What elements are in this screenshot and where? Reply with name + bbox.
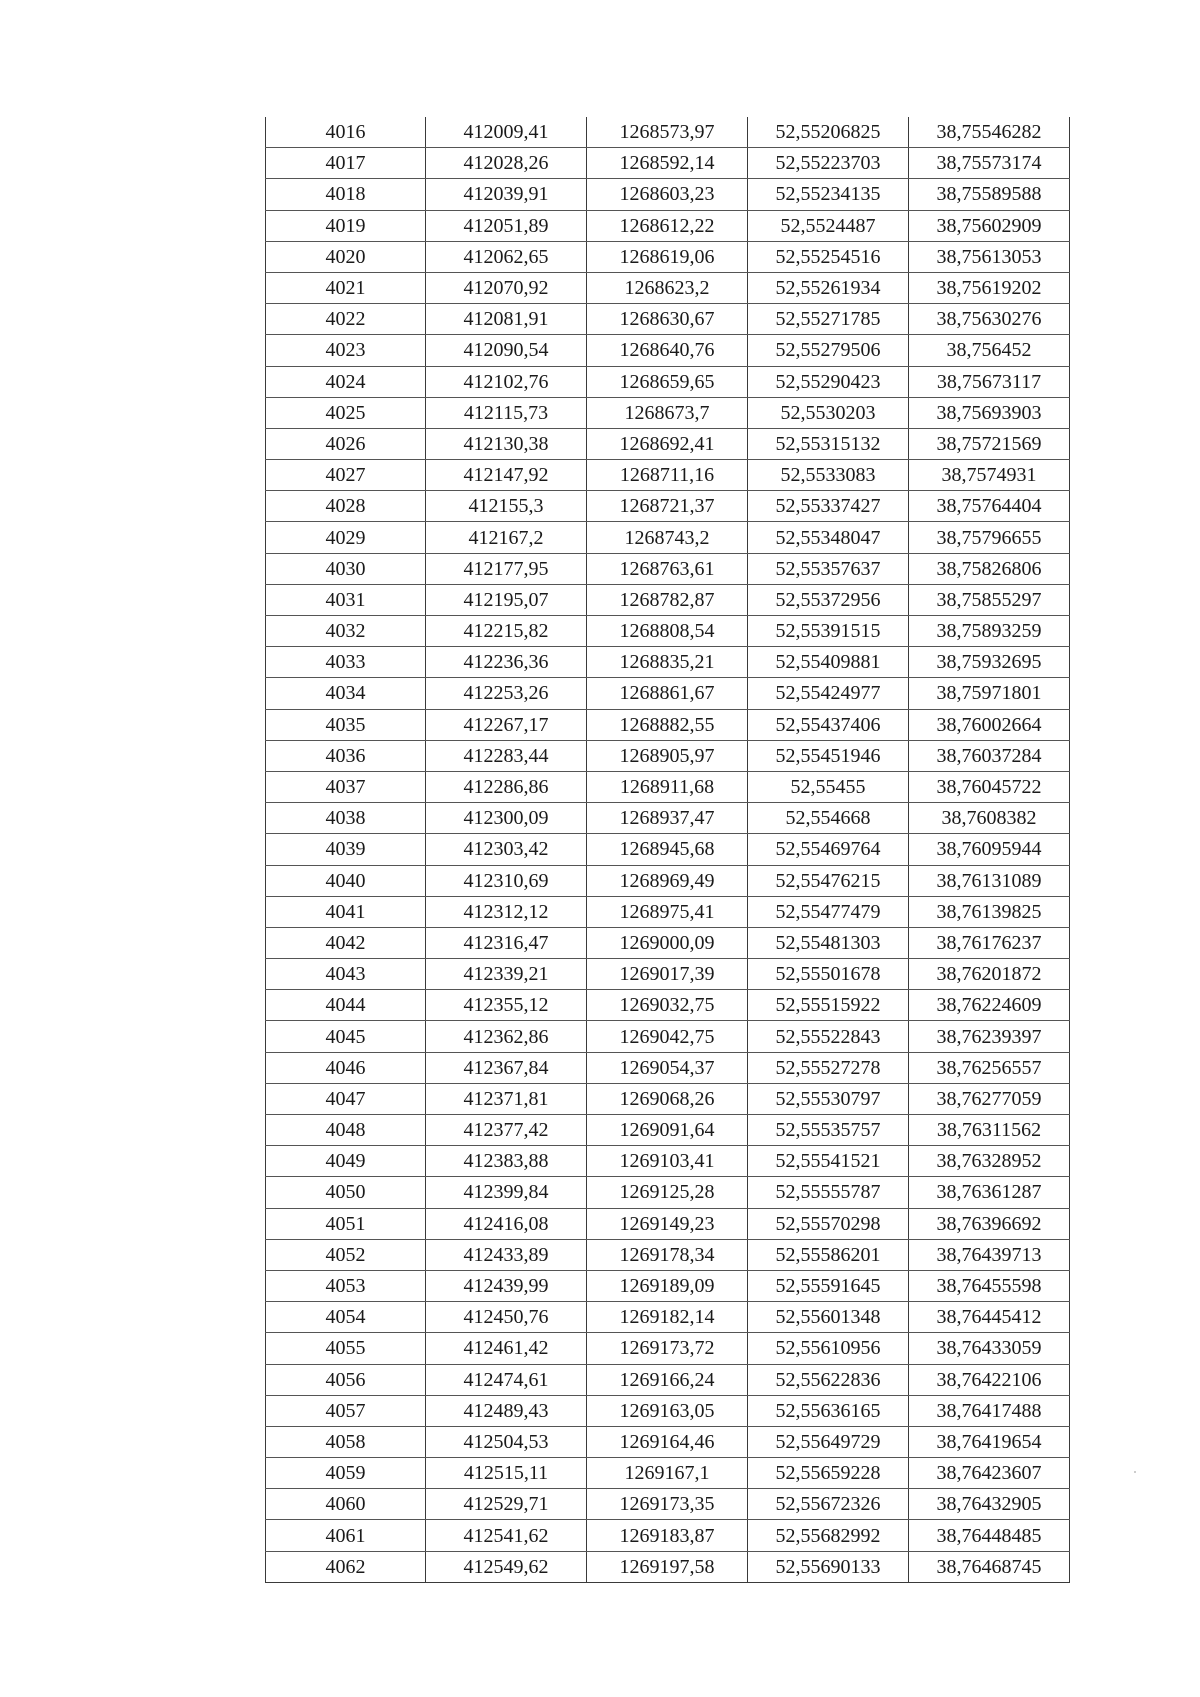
table-row (266, 990, 1070, 1021)
latitude-cell: 52,55555787 (748, 1177, 909, 1208)
longitude-cell: 38,76396692 (909, 1208, 1070, 1239)
x-coordinate-cell: 412367,84 (426, 1052, 587, 1083)
longitude-cell: 38,76002664 (909, 709, 1070, 740)
table-row (266, 927, 1070, 958)
x-coordinate-cell: 412167,2 (426, 522, 587, 553)
latitude-cell: 52,55601348 (748, 1302, 909, 1333)
longitude-cell: 38,76256557 (909, 1052, 1070, 1083)
x-coordinate-cell: 412399,84 (426, 1177, 587, 1208)
y-coordinate-cell: 1268619,06 (587, 241, 748, 272)
latitude-cell: 52,55622836 (748, 1364, 909, 1395)
table-row (266, 304, 1070, 335)
point-number-cell: 4058 (266, 1426, 426, 1457)
x-coordinate-cell: 412051,89 (426, 210, 587, 241)
longitude-cell: 38,75764404 (909, 491, 1070, 522)
point-number-cell: 4042 (266, 927, 426, 958)
longitude-cell: 38,76037284 (909, 740, 1070, 771)
x-coordinate-cell: 412312,12 (426, 896, 587, 927)
table-row (266, 740, 1070, 771)
table-row (266, 1458, 1070, 1489)
x-coordinate-cell: 412195,07 (426, 584, 587, 615)
y-coordinate-cell: 1269183,87 (587, 1520, 748, 1551)
longitude-cell: 38,76419654 (909, 1426, 1070, 1457)
table-row (266, 896, 1070, 927)
latitude-cell: 52,55535757 (748, 1115, 909, 1146)
table-row (266, 335, 1070, 366)
table-row (266, 522, 1070, 553)
table-row (266, 1115, 1070, 1146)
y-coordinate-cell: 1269042,75 (587, 1021, 748, 1052)
table-row (266, 397, 1070, 428)
longitude-cell: 38,76095944 (909, 834, 1070, 865)
latitude-cell: 52,55290423 (748, 366, 909, 397)
longitude-cell: 38,75673117 (909, 366, 1070, 397)
y-coordinate-cell: 1268692,41 (587, 428, 748, 459)
latitude-cell: 52,55391515 (748, 616, 909, 647)
x-coordinate-cell: 412130,38 (426, 428, 587, 459)
longitude-cell: 38,75693903 (909, 397, 1070, 428)
latitude-cell: 52,55591645 (748, 1270, 909, 1301)
latitude-cell: 52,55541521 (748, 1146, 909, 1177)
latitude-cell: 52,55206825 (748, 117, 909, 148)
longitude-cell: 38,76439713 (909, 1239, 1070, 1270)
latitude-cell: 52,55672326 (748, 1489, 909, 1520)
longitude-cell: 38,75796655 (909, 522, 1070, 553)
point-number-cell: 4018 (266, 179, 426, 210)
y-coordinate-cell: 1268945,68 (587, 834, 748, 865)
x-coordinate-cell: 412147,92 (426, 460, 587, 491)
y-coordinate-cell: 1268630,67 (587, 304, 748, 335)
point-number-cell: 4057 (266, 1395, 426, 1426)
point-number-cell: 4053 (266, 1270, 426, 1301)
x-coordinate-cell: 412286,86 (426, 771, 587, 802)
latitude-cell: 52,55481303 (748, 927, 909, 958)
y-coordinate-cell: 1269054,37 (587, 1052, 748, 1083)
y-coordinate-cell: 1269173,35 (587, 1489, 748, 1520)
point-number-cell: 4050 (266, 1177, 426, 1208)
point-number-cell: 4020 (266, 241, 426, 272)
point-number-cell: 4062 (266, 1551, 426, 1582)
latitude-cell: 52,55409881 (748, 647, 909, 678)
y-coordinate-cell: 1268835,21 (587, 647, 748, 678)
longitude-cell: 38,76045722 (909, 771, 1070, 802)
point-number-cell: 4046 (266, 1052, 426, 1083)
latitude-cell: 52,55451946 (748, 740, 909, 771)
point-number-cell: 4040 (266, 865, 426, 896)
longitude-cell: 38,76433059 (909, 1333, 1070, 1364)
point-number-cell: 4037 (266, 771, 426, 802)
y-coordinate-cell: 1268659,65 (587, 366, 748, 397)
table-row (266, 1021, 1070, 1052)
longitude-cell: 38,76448485 (909, 1520, 1070, 1551)
latitude-cell: 52,55348047 (748, 522, 909, 553)
x-coordinate-cell: 412081,91 (426, 304, 587, 335)
x-coordinate-cell: 412371,81 (426, 1083, 587, 1114)
latitude-cell: 52,55254516 (748, 241, 909, 272)
point-number-cell: 4024 (266, 366, 426, 397)
y-coordinate-cell: 1269167,1 (587, 1458, 748, 1489)
point-number-cell: 4029 (266, 522, 426, 553)
table-row (266, 428, 1070, 459)
table-row (266, 834, 1070, 865)
latitude-cell: 52,55469764 (748, 834, 909, 865)
longitude-cell: 38,76277059 (909, 1083, 1070, 1114)
table-row (266, 709, 1070, 740)
latitude-cell: 52,55357637 (748, 553, 909, 584)
longitude-cell: 38,76328952 (909, 1146, 1070, 1177)
latitude-cell: 52,55477479 (748, 896, 909, 927)
y-coordinate-cell: 1269189,09 (587, 1270, 748, 1301)
latitude-cell: 52,55636165 (748, 1395, 909, 1426)
point-number-cell: 4038 (266, 803, 426, 834)
latitude-cell: 52,55234135 (748, 179, 909, 210)
point-number-cell: 4060 (266, 1489, 426, 1520)
point-number-cell: 4047 (266, 1083, 426, 1114)
y-coordinate-cell: 1268743,2 (587, 522, 748, 553)
x-coordinate-cell: 412504,53 (426, 1426, 587, 1457)
x-coordinate-cell: 412215,82 (426, 616, 587, 647)
x-coordinate-cell: 412062,65 (426, 241, 587, 272)
point-number-cell: 4025 (266, 397, 426, 428)
latitude-cell: 52,55649729 (748, 1426, 909, 1457)
table-row (266, 771, 1070, 802)
table-row (266, 1177, 1070, 1208)
longitude-cell: 38,76139825 (909, 896, 1070, 927)
x-coordinate-cell: 412515,11 (426, 1458, 587, 1489)
longitude-cell: 38,76201872 (909, 959, 1070, 990)
table-row (266, 553, 1070, 584)
x-coordinate-cell: 412236,36 (426, 647, 587, 678)
coordinates-table (265, 117, 1070, 1583)
x-coordinate-cell: 412433,89 (426, 1239, 587, 1270)
y-coordinate-cell: 1268573,97 (587, 117, 748, 148)
longitude-cell: 38,76361287 (909, 1177, 1070, 1208)
x-coordinate-cell: 412383,88 (426, 1146, 587, 1177)
point-number-cell: 4041 (266, 896, 426, 927)
latitude-cell: 52,55530797 (748, 1083, 909, 1114)
y-coordinate-cell: 1268975,41 (587, 896, 748, 927)
y-coordinate-cell: 1268937,47 (587, 803, 748, 834)
table-row (266, 584, 1070, 615)
x-coordinate-cell: 412316,47 (426, 927, 587, 958)
x-coordinate-cell: 412489,43 (426, 1395, 587, 1426)
point-number-cell: 4017 (266, 148, 426, 179)
table-row (266, 1270, 1070, 1301)
point-number-cell: 4023 (266, 335, 426, 366)
point-number-cell: 4022 (266, 304, 426, 335)
table-row (266, 460, 1070, 491)
latitude-cell: 52,55659228 (748, 1458, 909, 1489)
longitude-cell: 38,75589588 (909, 179, 1070, 210)
y-coordinate-cell: 1269163,05 (587, 1395, 748, 1426)
table-row (266, 1489, 1070, 1520)
y-coordinate-cell: 1268905,97 (587, 740, 748, 771)
longitude-cell: 38,76423607 (909, 1458, 1070, 1489)
x-coordinate-cell: 412310,69 (426, 865, 587, 896)
x-coordinate-cell: 412339,21 (426, 959, 587, 990)
longitude-cell: 38,76432905 (909, 1489, 1070, 1520)
longitude-cell: 38,75619202 (909, 272, 1070, 303)
point-number-cell: 4030 (266, 553, 426, 584)
y-coordinate-cell: 1268592,14 (587, 148, 748, 179)
point-number-cell: 4034 (266, 678, 426, 709)
table-row (266, 179, 1070, 210)
x-coordinate-cell: 412102,76 (426, 366, 587, 397)
y-coordinate-cell: 1268782,87 (587, 584, 748, 615)
table-row (266, 803, 1070, 834)
point-number-cell: 4056 (266, 1364, 426, 1395)
x-coordinate-cell: 412039,91 (426, 179, 587, 210)
table-row (266, 959, 1070, 990)
y-coordinate-cell: 1268623,2 (587, 272, 748, 303)
longitude-cell: 38,75893259 (909, 616, 1070, 647)
latitude-cell: 52,55515922 (748, 990, 909, 1021)
longitude-cell: 38,76445412 (909, 1302, 1070, 1333)
y-coordinate-cell: 1269000,09 (587, 927, 748, 958)
table-row (266, 678, 1070, 709)
x-coordinate-cell: 412115,73 (426, 397, 587, 428)
y-coordinate-cell: 1268882,55 (587, 709, 748, 740)
latitude-cell: 52,55424977 (748, 678, 909, 709)
latitude-cell: 52,55315132 (748, 428, 909, 459)
latitude-cell: 52,55570298 (748, 1208, 909, 1239)
latitude-cell: 52,55279506 (748, 335, 909, 366)
y-coordinate-cell: 1268603,23 (587, 179, 748, 210)
table-row (266, 1520, 1070, 1551)
longitude-cell: 38,756452 (909, 335, 1070, 366)
point-number-cell: 4054 (266, 1302, 426, 1333)
table-row (266, 1395, 1070, 1426)
longitude-cell: 38,75546282 (909, 117, 1070, 148)
longitude-cell: 38,75721569 (909, 428, 1070, 459)
point-number-cell: 4032 (266, 616, 426, 647)
longitude-cell: 38,76131089 (909, 865, 1070, 896)
y-coordinate-cell: 1269103,41 (587, 1146, 748, 1177)
table-row (266, 117, 1070, 148)
table-row (266, 616, 1070, 647)
x-coordinate-cell: 412009,41 (426, 117, 587, 148)
longitude-cell: 38,75855297 (909, 584, 1070, 615)
latitude-cell: 52,55455 (748, 771, 909, 802)
point-number-cell: 4036 (266, 740, 426, 771)
y-coordinate-cell: 1269178,34 (587, 1239, 748, 1270)
point-number-cell: 4039 (266, 834, 426, 865)
latitude-cell: 52,55501678 (748, 959, 909, 990)
x-coordinate-cell: 412461,42 (426, 1333, 587, 1364)
x-coordinate-cell: 412267,17 (426, 709, 587, 740)
latitude-cell: 52,5530203 (748, 397, 909, 428)
y-coordinate-cell: 1269197,58 (587, 1551, 748, 1582)
point-number-cell: 4059 (266, 1458, 426, 1489)
latitude-cell: 52,55586201 (748, 1239, 909, 1270)
table-row (266, 865, 1070, 896)
latitude-cell: 52,55690133 (748, 1551, 909, 1582)
point-number-cell: 4049 (266, 1146, 426, 1177)
point-number-cell: 4026 (266, 428, 426, 459)
coordinates-table-body (266, 117, 1070, 1582)
latitude-cell: 52,5524487 (748, 210, 909, 241)
x-coordinate-cell: 412529,71 (426, 1489, 587, 1520)
point-number-cell: 4044 (266, 990, 426, 1021)
x-coordinate-cell: 412300,09 (426, 803, 587, 834)
y-coordinate-cell: 1269182,14 (587, 1302, 748, 1333)
point-number-cell: 4033 (266, 647, 426, 678)
y-coordinate-cell: 1268612,22 (587, 210, 748, 241)
point-number-cell: 4021 (266, 272, 426, 303)
latitude-cell: 52,55527278 (748, 1052, 909, 1083)
point-number-cell: 4031 (266, 584, 426, 615)
y-coordinate-cell: 1269164,46 (587, 1426, 748, 1457)
longitude-cell: 38,76239397 (909, 1021, 1070, 1052)
x-coordinate-cell: 412377,42 (426, 1115, 587, 1146)
longitude-cell: 38,76311562 (909, 1115, 1070, 1146)
point-number-cell: 4061 (266, 1520, 426, 1551)
table-row (266, 272, 1070, 303)
y-coordinate-cell: 1268808,54 (587, 616, 748, 647)
x-coordinate-cell: 412177,95 (426, 553, 587, 584)
table-row (266, 1364, 1070, 1395)
y-coordinate-cell: 1268640,76 (587, 335, 748, 366)
longitude-cell: 38,7608382 (909, 803, 1070, 834)
longitude-cell: 38,75573174 (909, 148, 1070, 179)
x-coordinate-cell: 412303,42 (426, 834, 587, 865)
longitude-cell: 38,7574931 (909, 460, 1070, 491)
point-number-cell: 4027 (266, 460, 426, 491)
point-number-cell: 4035 (266, 709, 426, 740)
longitude-cell: 38,75613053 (909, 241, 1070, 272)
longitude-cell: 38,76455598 (909, 1270, 1070, 1301)
x-coordinate-cell: 412439,99 (426, 1270, 587, 1301)
table-row (266, 241, 1070, 272)
scan-speck (1134, 1471, 1136, 1473)
table-row (266, 491, 1070, 522)
table-row (266, 1426, 1070, 1457)
longitude-cell: 38,75602909 (909, 210, 1070, 241)
x-coordinate-cell: 412549,62 (426, 1551, 587, 1582)
table-row (266, 1239, 1070, 1270)
table-row (266, 366, 1070, 397)
x-coordinate-cell: 412416,08 (426, 1208, 587, 1239)
x-coordinate-cell: 412355,12 (426, 990, 587, 1021)
y-coordinate-cell: 1268861,67 (587, 678, 748, 709)
longitude-cell: 38,76176237 (909, 927, 1070, 958)
y-coordinate-cell: 1269017,39 (587, 959, 748, 990)
point-number-cell: 4055 (266, 1333, 426, 1364)
point-number-cell: 4045 (266, 1021, 426, 1052)
latitude-cell: 52,55682992 (748, 1520, 909, 1551)
longitude-cell: 38,76468745 (909, 1551, 1070, 1582)
y-coordinate-cell: 1268711,16 (587, 460, 748, 491)
latitude-cell: 52,55437406 (748, 709, 909, 740)
table-row (266, 1302, 1070, 1333)
point-number-cell: 4028 (266, 491, 426, 522)
table-row (266, 1052, 1070, 1083)
point-number-cell: 4048 (266, 1115, 426, 1146)
x-coordinate-cell: 412090,54 (426, 335, 587, 366)
y-coordinate-cell: 1269149,23 (587, 1208, 748, 1239)
y-coordinate-cell: 1268763,61 (587, 553, 748, 584)
y-coordinate-cell: 1268911,68 (587, 771, 748, 802)
longitude-cell: 38,75630276 (909, 304, 1070, 335)
latitude-cell: 52,55522843 (748, 1021, 909, 1052)
latitude-cell: 52,55261934 (748, 272, 909, 303)
x-coordinate-cell: 412155,3 (426, 491, 587, 522)
longitude-cell: 38,76417488 (909, 1395, 1070, 1426)
y-coordinate-cell: 1269068,26 (587, 1083, 748, 1114)
point-number-cell: 4016 (266, 117, 426, 148)
y-coordinate-cell: 1269173,72 (587, 1333, 748, 1364)
table-row (266, 148, 1070, 179)
longitude-cell: 38,76224609 (909, 990, 1070, 1021)
table-row (266, 1146, 1070, 1177)
longitude-cell: 38,75826806 (909, 553, 1070, 584)
x-coordinate-cell: 412362,86 (426, 1021, 587, 1052)
latitude-cell: 52,55271785 (748, 304, 909, 335)
longitude-cell: 38,76422106 (909, 1364, 1070, 1395)
point-number-cell: 4019 (266, 210, 426, 241)
point-number-cell: 4052 (266, 1239, 426, 1270)
latitude-cell: 52,55223703 (748, 148, 909, 179)
table-row (266, 1208, 1070, 1239)
latitude-cell: 52,55476215 (748, 865, 909, 896)
y-coordinate-cell: 1269032,75 (587, 990, 748, 1021)
x-coordinate-cell: 412253,26 (426, 678, 587, 709)
table-row (266, 1333, 1070, 1364)
x-coordinate-cell: 412028,26 (426, 148, 587, 179)
y-coordinate-cell: 1268673,7 (587, 397, 748, 428)
table-row (266, 1551, 1070, 1582)
x-coordinate-cell: 412474,61 (426, 1364, 587, 1395)
y-coordinate-cell: 1268721,37 (587, 491, 748, 522)
longitude-cell: 38,75971801 (909, 678, 1070, 709)
point-number-cell: 4043 (266, 959, 426, 990)
point-number-cell: 4051 (266, 1208, 426, 1239)
latitude-cell: 52,55372956 (748, 584, 909, 615)
y-coordinate-cell: 1269091,64 (587, 1115, 748, 1146)
table-row (266, 1083, 1070, 1114)
latitude-cell: 52,55610956 (748, 1333, 909, 1364)
table-row (266, 210, 1070, 241)
latitude-cell: 52,554668 (748, 803, 909, 834)
latitude-cell: 52,5533083 (748, 460, 909, 491)
y-coordinate-cell: 1268969,49 (587, 865, 748, 896)
longitude-cell: 38,75932695 (909, 647, 1070, 678)
x-coordinate-cell: 412541,62 (426, 1520, 587, 1551)
table-row (266, 647, 1070, 678)
x-coordinate-cell: 412450,76 (426, 1302, 587, 1333)
x-coordinate-cell: 412070,92 (426, 272, 587, 303)
y-coordinate-cell: 1269166,24 (587, 1364, 748, 1395)
x-coordinate-cell: 412283,44 (426, 740, 587, 771)
y-coordinate-cell: 1269125,28 (587, 1177, 748, 1208)
latitude-cell: 52,55337427 (748, 491, 909, 522)
